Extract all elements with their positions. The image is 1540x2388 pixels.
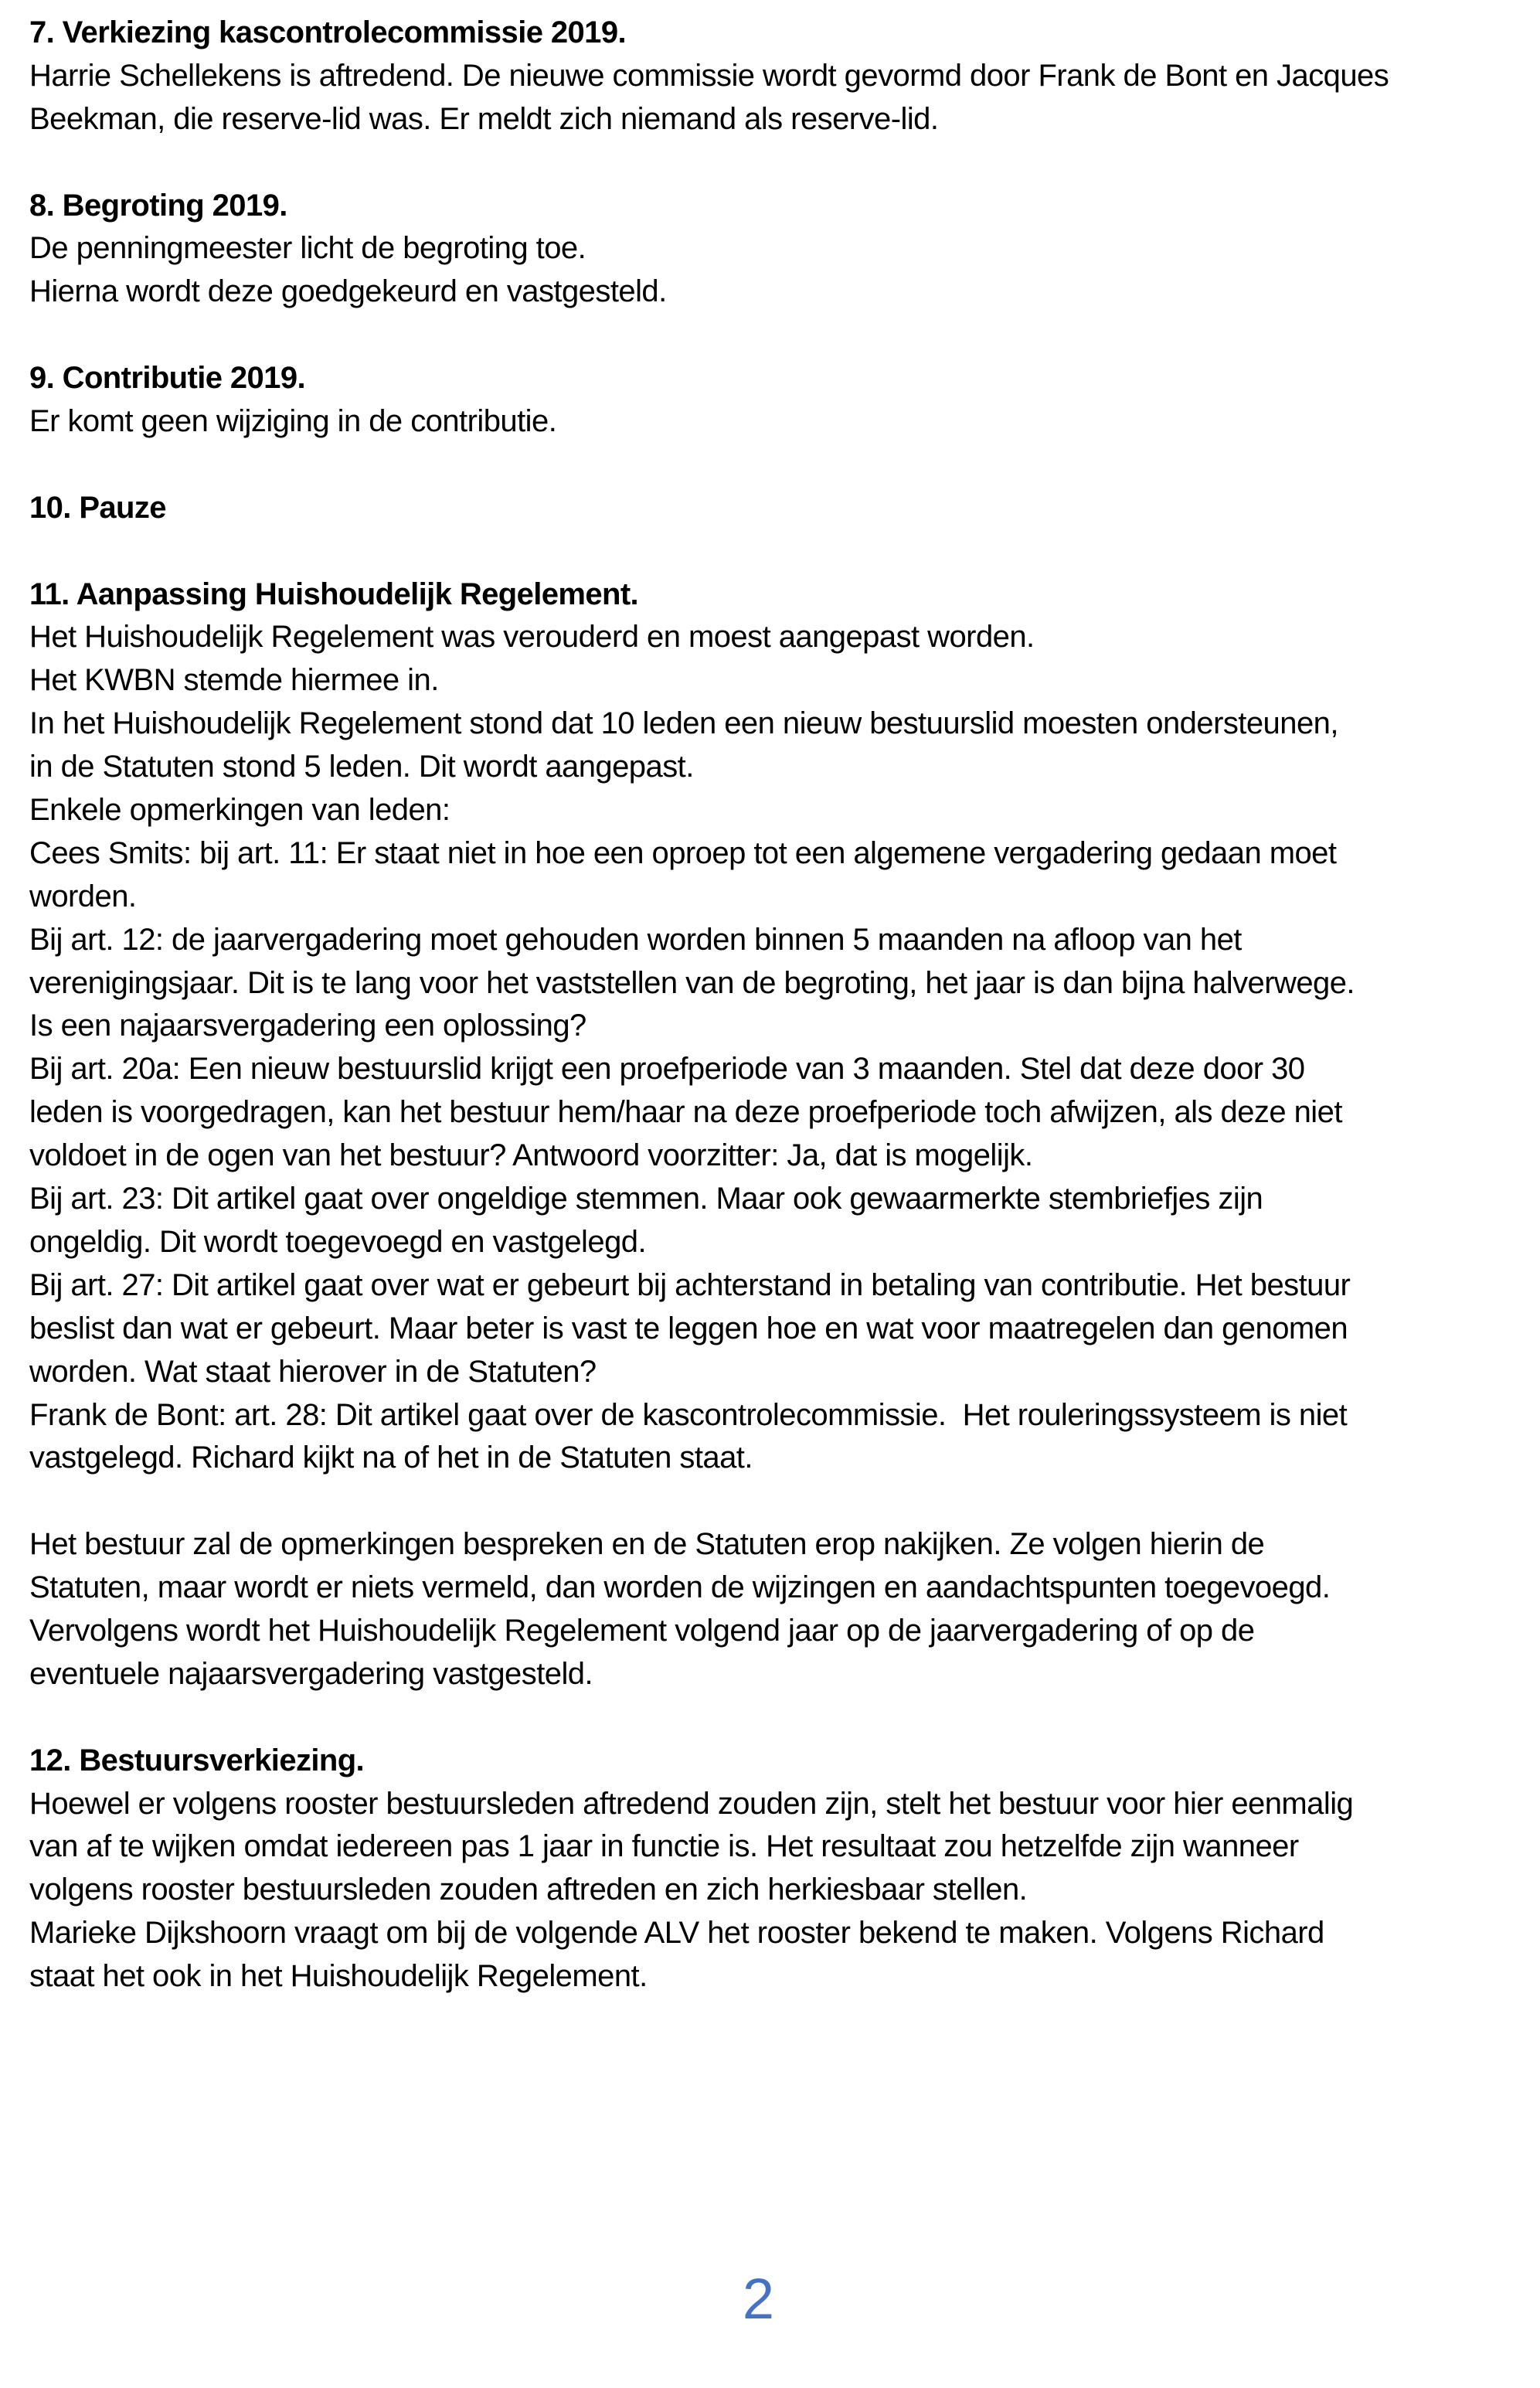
paragraph-line: Het Huishoudelijk Regelement was verouderd en moest aangepast worden. bbox=[29, 620, 1035, 655]
section-12 bbox=[29, 1740, 1521, 1999]
paragraph-line: Er komt geen wijziging in de contributie. bbox=[29, 404, 557, 439]
section-7 bbox=[29, 12, 1521, 141]
paragraph-line: Bij art. 20a: Een nieuw bestuurslid krijgt een proefperiode van 3 maanden. Stel dat deze door 30 bbox=[29, 1052, 1305, 1087]
paragraph-line: Bij art. 27: Dit artikel gaat over wat er gebeurt bij achterstand in betaling van contributie. Het bestuur bbox=[29, 1267, 1351, 1302]
section-9 bbox=[29, 357, 1521, 444]
paragraph-line: In het Huishoudelijk Regelement stond dat 10 leden een nieuw bestuurslid moesten ondersteunen, bbox=[29, 706, 1338, 741]
paragraph-line: Is een najaarsvergadering een oplossing? bbox=[29, 1009, 586, 1043]
paragraph-line: ongeldig. Dit wordt toegevoegd en vastgelegd. bbox=[29, 1224, 647, 1259]
paragraph-line: van af te wijken omdat iedereen pas 1 jaar in functie is. Het resultaat zou hetzelfde zijn wanneer bbox=[29, 1829, 1299, 1864]
paragraph-line: vastgelegd. Richard kijkt na of het in de Statuten staat. bbox=[29, 1441, 753, 1475]
spacer bbox=[29, 444, 1521, 487]
spacer bbox=[29, 141, 1521, 185]
section-11 bbox=[29, 573, 1521, 1696]
paragraph-line: beslist dan wat er gebeurt. Maar beter is vast te leggen hoe en wat voor maatregelen dan genomen bbox=[29, 1311, 1348, 1345]
paragraph-line: worden. Wat staat hierover in de Statuten? bbox=[29, 1354, 597, 1389]
document-body bbox=[29, 12, 1521, 1999]
paragraph-line: Bij art. 23: Dit artikel gaat over ongeldige stemmen. Maar ook gewaarmerkte stembriefjes zijn bbox=[29, 1182, 1263, 1216]
paragraph-line: Bij art. 12: de jaarvergadering moet gehouden worden binnen 5 maanden na afloop van het bbox=[29, 922, 1242, 957]
paragraph-line: Vervolgens wordt het Huishoudelijk Regelement volgend jaar op de jaarvergadering of op de bbox=[29, 1613, 1255, 1648]
spacer bbox=[29, 530, 1521, 573]
section-heading: 12. Bestuursverkiezing. bbox=[29, 1743, 365, 1777]
paragraph-line: Frank de Bont: art. 28: Dit artikel gaat over de kascontrolecommissie. Het rouleringssysteem is niet bbox=[29, 1397, 1348, 1432]
paragraph-line: Enkele opmerkingen van leden: bbox=[29, 793, 450, 828]
paragraph-line: Het KWBN stemde hiermee in. bbox=[29, 663, 439, 698]
spacer bbox=[29, 1480, 1521, 1523]
page-number: 2 bbox=[742, 2267, 775, 2331]
paragraph-line: Statuten, maar wordt er niets vermeld, dan worden de wijzingen en aandachtspunten toegevoegd. bbox=[29, 1570, 1331, 1605]
section-10 bbox=[29, 487, 1521, 530]
section-8 bbox=[29, 185, 1521, 315]
section-heading: 10. Pauze bbox=[29, 490, 166, 525]
paragraph-line: Harrie Schellekens is aftredend. De nieuwe commissie wordt gevormd door Frank de Bont en Jacques bbox=[29, 58, 1389, 93]
paragraph-line: voldoet in de ogen van het bestuur? Antwoord voorzitter: Ja, dat is mogelijk. bbox=[29, 1138, 1033, 1173]
paragraph-line: worden. bbox=[29, 879, 137, 913]
paragraph-line: Marieke Dijkshoorn vraagt om bij de volgende ALV het rooster bekend te maken. Volgens Richard bbox=[29, 1916, 1324, 1951]
paragraph-line: Hierna wordt deze goedgekeurd en vastgesteld. bbox=[29, 274, 667, 309]
paragraph-line: De penningmeester licht de begroting toe. bbox=[29, 231, 586, 266]
paragraph-line: in de Statuten stond 5 leden. Dit wordt aangepast. bbox=[29, 750, 694, 784]
paragraph-line: Hoewel er volgens rooster bestuursleden aftredend zouden zijn, stelt het bestuur voor hier eenmalig bbox=[29, 1786, 1354, 1821]
section-heading: 7. Verkiezing kascontrolecommissie 2019. bbox=[29, 15, 626, 49]
paragraph-line: verenigingsjaar. Dit is te lang voor het vaststellen van de begroting, het jaar is dan bijna halverwege. bbox=[29, 965, 1355, 1000]
paragraph-line: Beekman, die reserve-lid was. Er meldt zich niemand als reserve-lid. bbox=[29, 101, 939, 136]
section-heading: 9. Contributie 2019. bbox=[29, 361, 305, 396]
paragraph-line: leden is voorgedragen, kan het bestuur hem/haar na deze proefperiode toch afwijzen, als deze niet bbox=[29, 1095, 1342, 1130]
paragraph-line: Cees Smits: bij art. 11: Er staat niet in hoe een oproep tot een algemene vergadering gedaan moet bbox=[29, 835, 1337, 870]
paragraph-line: volgens rooster bestuursleden zouden aftreden en zich herkiesbaar stellen. bbox=[29, 1873, 1028, 1907]
spacer bbox=[29, 1696, 1521, 1740]
paragraph-line: Het bestuur zal de opmerkingen bespreken en de Statuten erop nakijken. Ze volgen hierin de bbox=[29, 1527, 1265, 1562]
paragraph-line: eventuele najaarsvergadering vastgesteld. bbox=[29, 1656, 593, 1691]
section-heading: 11. Aanpassing Huishoudelijk Regelement. bbox=[29, 577, 639, 611]
section-heading: 8. Begroting 2019. bbox=[29, 188, 287, 223]
spacer bbox=[29, 314, 1521, 357]
paragraph-line: staat het ook in het Huishoudelijk Regelement. bbox=[29, 1959, 648, 1994]
